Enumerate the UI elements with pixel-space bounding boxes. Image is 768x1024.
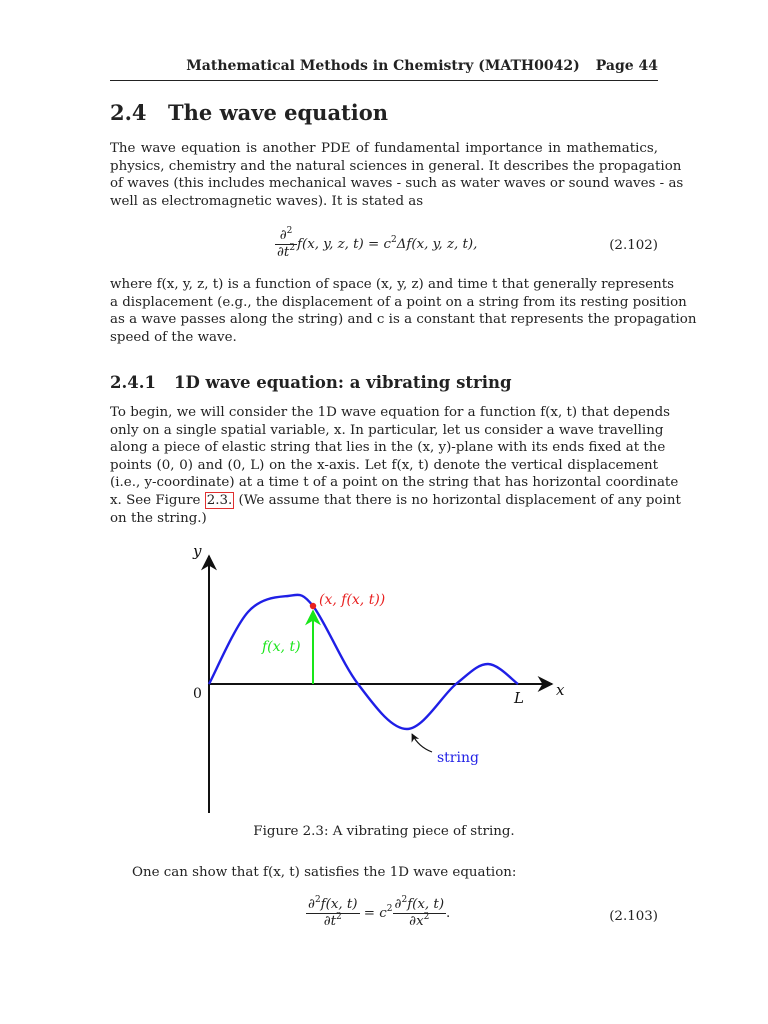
exponent: 2 [423, 912, 430, 922]
fraction [306, 897, 360, 930]
subsection-number: 2.4.1 [110, 373, 156, 392]
figure-reference-link[interactable]: 2.3. [206, 492, 233, 508]
numerator-rest: f(x, t) [407, 897, 445, 912]
point-marker [310, 603, 316, 609]
equation-number: (2.102) [609, 238, 658, 253]
text-line: of waves (this includes mechanical waves - such as water waves or sound waves - as [110, 176, 684, 192]
intro-paragraph [110, 140, 684, 210]
equation-2-102 [110, 228, 658, 268]
section-heading [110, 100, 388, 125]
equation-period: . [446, 906, 451, 921]
equation-body [275, 228, 477, 261]
string-end-label: L [514, 689, 524, 707]
header-page-number: Page 44 [595, 58, 658, 74]
denominator: ∂t [323, 914, 337, 929]
numerator-rest: f(x, t) [320, 897, 358, 912]
exponent: 2 [286, 226, 293, 236]
text-line: well as electromagnetic waves). It is stated as [110, 193, 424, 209]
text-line: To begin, we will consider the 1D wave equation for a function f(x, t) that depends [110, 405, 671, 420]
exponent: 2 [391, 235, 397, 245]
fraction [393, 897, 447, 930]
equation-lhs: f(x, y, z, t) = c [297, 237, 391, 252]
text-line: where f(x, y, z, t) is a function of space (x, y, z) and time t that generally represents [110, 277, 674, 292]
displacement-label: f(x, t) [262, 639, 301, 655]
string-curve [209, 595, 518, 729]
text-line: (i.e., y-coordinate) at a time t of a point on the string that has horizontal coordinate [110, 475, 679, 491]
exponent: 2 [401, 895, 408, 905]
show-paragraph [132, 864, 658, 882]
text-line: The wave equation is another PDE of fundamental importance in mathematics, [110, 141, 658, 156]
where-paragraph [110, 276, 697, 346]
text-line: on the string.) [110, 510, 207, 526]
text-line: speed of the wave. [110, 329, 237, 345]
point-label: (x, f(x, t)) [319, 592, 386, 608]
text-line: as a wave passes along the string) and c is a constant that represents the propagation [110, 312, 697, 328]
header-title: Mathematical Methods in Chemistry (MATH0042) [186, 58, 580, 74]
string-label: string [437, 750, 479, 766]
string-pointer-arrow [412, 734, 432, 752]
string-paragraph [110, 404, 681, 527]
denominator: ∂x [409, 914, 424, 929]
subsection-heading [110, 373, 512, 392]
exponent: 2 [314, 895, 321, 905]
denominator: ∂t [277, 245, 290, 260]
equation-number: (2.103) [609, 909, 658, 924]
exponent: 2 [336, 912, 342, 922]
numerator: ∂ [279, 228, 287, 243]
text-line: points (0, 0) and (0, L) on the x-axis. Let f(x, t) denote the vertical displacement [110, 457, 658, 473]
running-header [110, 58, 658, 74]
equation-rhs: Δf(x, y, z, t), [396, 237, 478, 252]
numerator: ∂ [308, 897, 315, 912]
text-fragment: (We assume that there is no horizontal displacement of any point [234, 492, 681, 508]
origin-label: 0 [193, 686, 202, 702]
x-axis-label: x [556, 681, 565, 699]
section-number: 2.4 [110, 100, 147, 125]
equation-2-103 [110, 897, 658, 937]
text-line: a displacement (e.g., the displacement of a point on a string from its resting position [110, 294, 687, 310]
text-fragment: x. See Figure [110, 492, 205, 508]
equation-body [306, 897, 450, 930]
text-line: only on a single spatial variable, x. In particular, let us consider a wave travelling [110, 422, 664, 438]
text-line: along a piece of elastic string that lies in the (x, y)-plane with its ends fixed at the [110, 440, 666, 456]
figure-caption: Figure 2.3: A vibrating piece of string. [253, 824, 515, 839]
exponent: 2 [386, 904, 393, 914]
section-title: The wave equation [168, 100, 388, 125]
fraction [275, 228, 297, 261]
text-line: physics, chemistry and the natural sciences in general. It describes the propagation [110, 158, 682, 174]
y-axis-label: y [193, 542, 202, 560]
subsection-title: 1D wave equation: a vibrating string [174, 373, 512, 392]
exponent: 2 [289, 243, 296, 253]
header-rule [110, 80, 658, 81]
text-line: One can show that f(x, t) satisfies the 1D wave equation: [132, 865, 517, 880]
numerator: ∂ [394, 897, 402, 912]
text-line [110, 492, 681, 510]
equals-c: = c [363, 906, 387, 921]
